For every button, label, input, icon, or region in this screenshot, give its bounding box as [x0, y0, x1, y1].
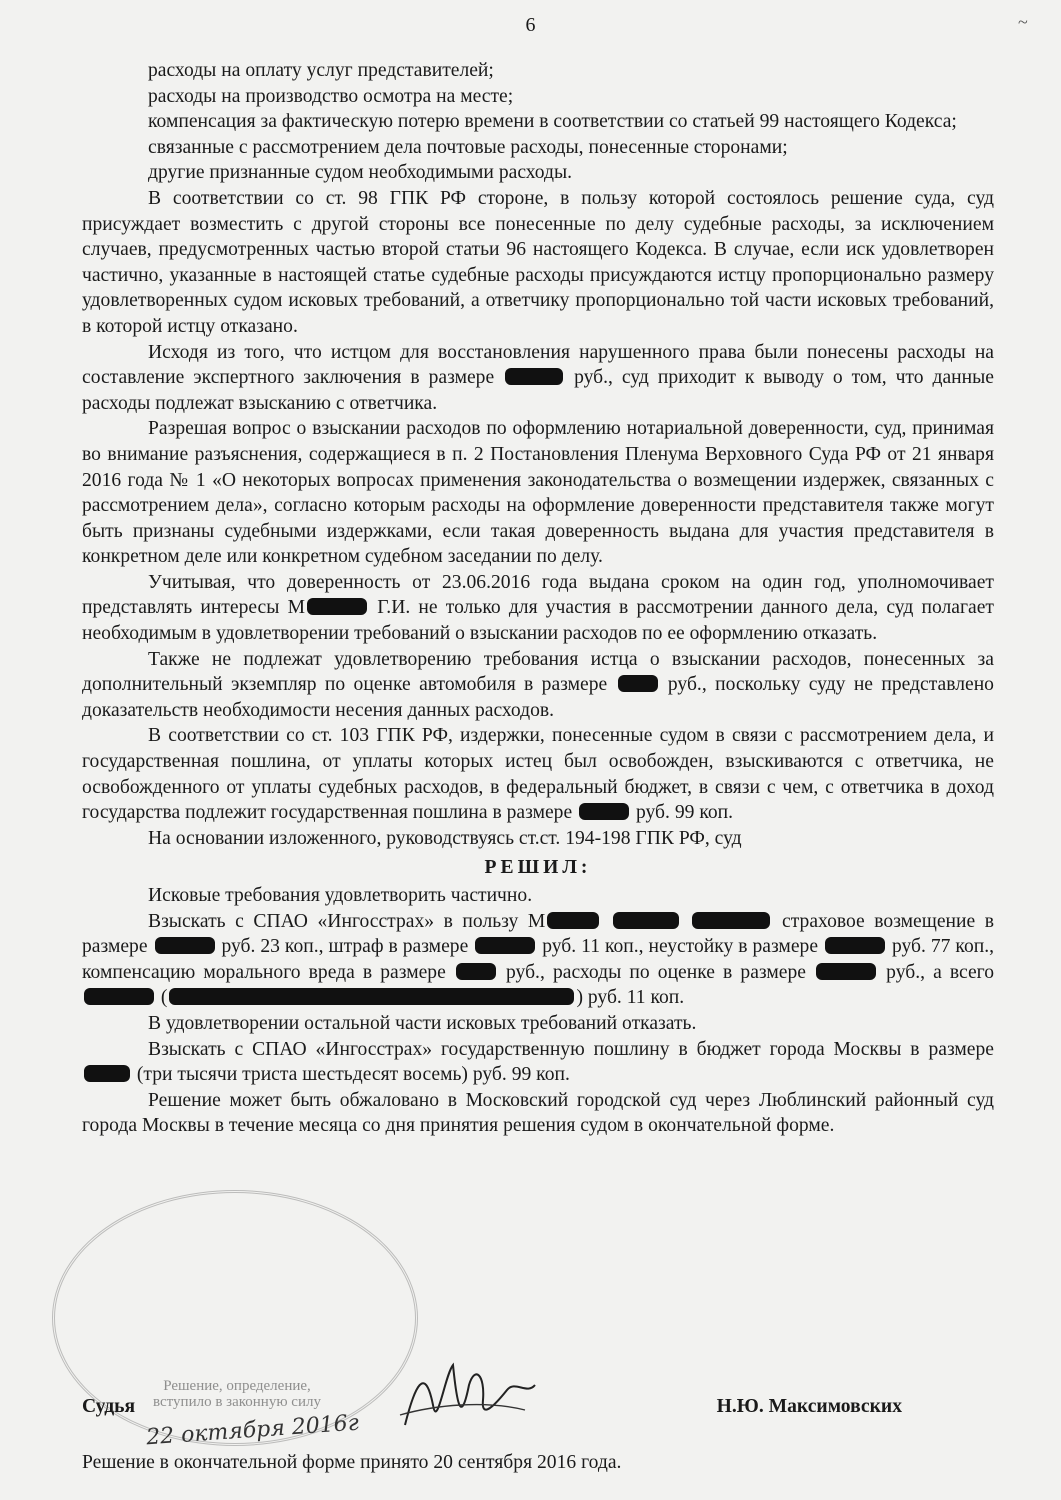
paragraph: связанные с рассмотрением дела почтовые расходы, понесенные сторонами; — [148, 136, 788, 158]
redaction — [155, 937, 215, 954]
redaction — [825, 937, 885, 954]
redaction — [816, 963, 876, 980]
paragraph-appeal: Решение может быть обжаловано в Московский городской суд через Люблинский районный суд города Москвы в течение месяца со дня принятия решения судом в окончательной форме. — [82, 1089, 994, 1137]
paragraph: расходы на производство осмотра на месте; — [148, 85, 514, 107]
paragraph: другие признанные судом необходимыми расходы. — [148, 162, 573, 184]
corner-mark: ~ — [1018, 12, 1028, 32]
paragraph-reject: В удовлетворении остальной части исковых требований отказать. — [148, 1012, 697, 1034]
judge-label: Судья — [82, 1396, 136, 1417]
redaction — [613, 912, 679, 929]
paragraph-notary: Разрешая вопрос о взыскании расходов по оформлению нотариальной доверенности, суд, принимая во внимание разъяснения, содержащиеся в п. 2 Постановления Пленума Верховного Суда РФ от 21 января 2016 года № 1 «О некоторых вопросах применения законодательства о возмещении издержек, связанных с рассмотрением дела», согласно которым расходы на оформление доверенности представителя также могут быть признаны судебными издержками, если такая доверенность выдана для участия представителя в конкретном деле или конкретном судебном заседании по делу. — [82, 418, 994, 568]
final-decision-line: Решение в окончательной форме принято 20 сентября 2016 года. — [82, 1452, 622, 1473]
redaction — [169, 988, 574, 1005]
judge-name: Н.Ю. Максимовских — [716, 1396, 902, 1417]
handwritten-date: 22 октября 2016г — [145, 1410, 360, 1451]
paragraph-extra-copy: Также не подлежат удовлетворению требования истца о взыскании расходов, понесенных за дополнительный экземпляр по оценке автомобиля в размере руб., поскольку суду не представлено доказательств необходимости несения данных расходов. — [82, 648, 994, 721]
paragraph: В соответствии со ст. 98 ГПК РФ стороне, в пользу которой состоялось решение суда, суд присуждает возместить с другой стороны все понесенные по делу судебные расходы, за исключением случаев, предусмотренных частью второй статьи 96 настоящего Кодекса. В случае, если иск удовлетворен частично, указанные в настоящей статье судебные расходы присуждаются истцу пропорционально размеру удовлетворенных судом исковых требований, а ответчику пропорционально той части исковых требований, в которой истцу отказано. — [82, 187, 994, 337]
page-number: 6 — [525, 14, 536, 36]
redaction — [579, 803, 629, 820]
document-body — [82, 58, 994, 1139]
paragraph-state-duty: В соответствии со ст. 103 ГПК РФ, издержки, понесенные судом в связи с рассмотрением дела, и государственная пошлина, от уплаты которых истец был освобожден, взыскиваются с ответчика, не освобожденного от уплаты судебных расходов, в федеральный бюджет, в связи с чем, с ответчика в доход государства подлежит государственная пошлина в размере руб. 99 коп. — [82, 725, 994, 824]
redaction — [456, 963, 496, 980]
redaction — [475, 937, 535, 954]
decision-heading: РЕШИЛ: — [484, 857, 592, 879]
paragraph: компенсация за фактическую потерю времени в соответствии со статьей 99 настоящего Кодекса; — [148, 111, 957, 133]
paragraph-power-of-attorney: Учитывая, что доверенность от 23.06.2016 года выдана сроком на один год, уполномочивает представлять интересы М Г.И. не только для участия в рассмотрении данного дела, суд полагает необходимым в удовлетворении требований о взыскании расходов по ее оформлению отказать. — [82, 571, 994, 645]
redaction — [84, 988, 154, 1005]
stamp-text: Решение, определение, вступило в законную силу — [153, 1378, 321, 1410]
paragraph: расходы на оплату услуг представителей; — [148, 60, 494, 81]
redaction — [618, 675, 658, 692]
redaction — [505, 368, 563, 385]
redaction — [84, 1065, 130, 1082]
redaction — [307, 598, 367, 615]
judge-signature — [395, 1345, 545, 1445]
paragraph-recover: Взыскать с СПАО «Ингосстрах» в пользу М страховое возмещение в размере руб. 23 коп., штраф в размере руб. 11 коп., неустойку в размере руб. 77 коп., компенсацию морального вреда в размере руб., расходы по оценке в размере руб., а всего ( ) руб. 11 коп. — [82, 910, 995, 1009]
paragraph-partial: Исковые требования удовлетворить частично. — [148, 885, 533, 906]
redaction — [547, 912, 599, 929]
paragraph-basis: На основании изложенного, руководствуясь ст.ст. 194-198 ГПК РФ, суд — [148, 827, 742, 849]
paragraph-expert-costs: Исходя из того, что истцом для восстановления нарушенного права были понесены расходы на составление экспертного заключения в размере руб., суд приходит к выводу о том, что данные расходы подлежат взысканию с ответчика. — [82, 341, 994, 414]
redaction — [692, 912, 770, 929]
paragraph-fee: Взыскать с СПАО «Ингосстрах» государственную пошлину в бюджет города Москвы в размере (три тысячи триста шестьдесят восемь) руб. 99 коп. — [82, 1037, 994, 1088]
